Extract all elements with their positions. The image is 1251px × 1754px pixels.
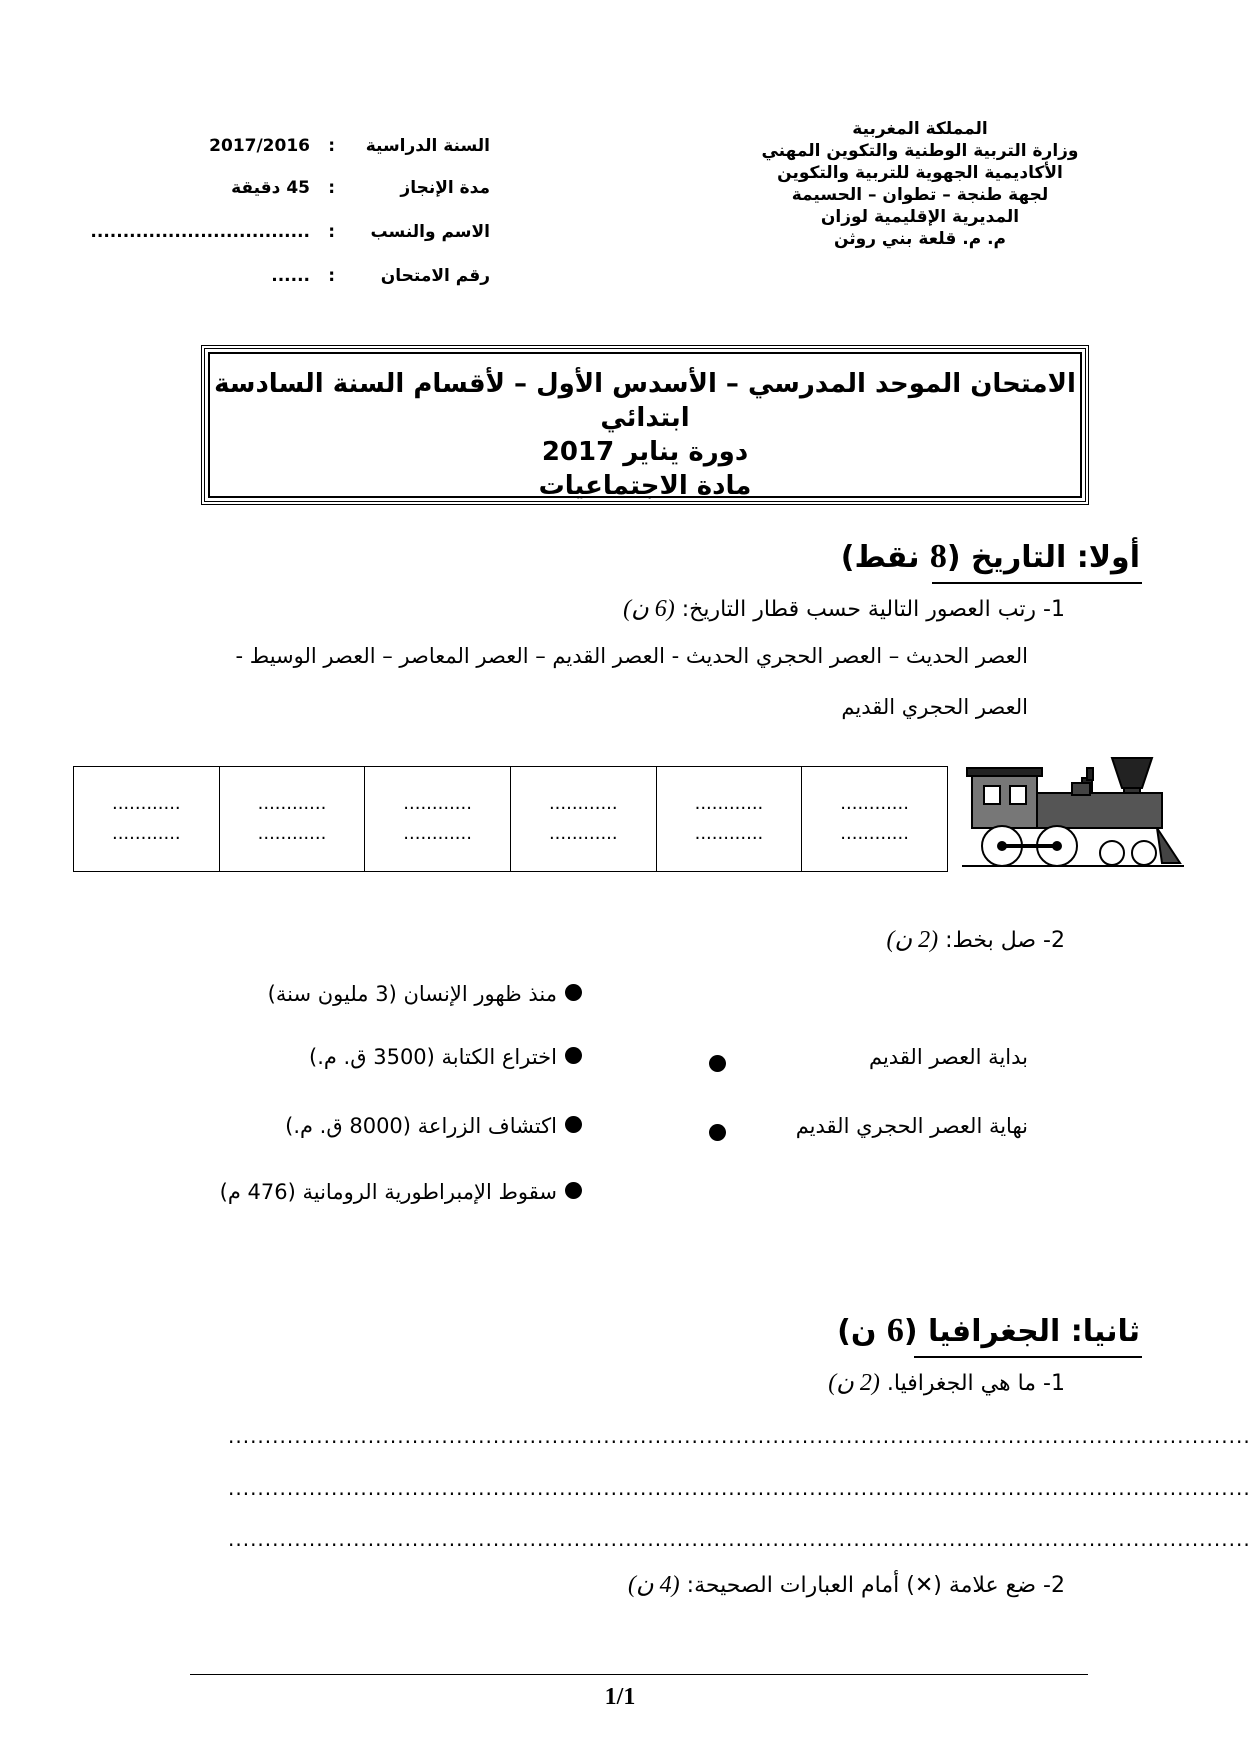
question-text: 1- رتب العصور التالية حسب قطار التاريخ: bbox=[681, 597, 1065, 622]
table-cell[interactable] bbox=[365, 767, 511, 872]
meta-sep: : bbox=[328, 178, 335, 198]
cell-dots: ............ bbox=[840, 823, 909, 844]
eras-answer-table bbox=[73, 766, 948, 872]
cell-dots: ............ bbox=[694, 793, 764, 814]
match-right-item[interactable] bbox=[285, 1114, 582, 1138]
meta-name-value[interactable]: .................................. bbox=[90, 222, 310, 242]
section-underline bbox=[914, 1356, 1142, 1358]
exam-meta bbox=[90, 130, 490, 290]
question-points: (6 ن) bbox=[623, 596, 675, 622]
meta-year-label: السنة الدراسية bbox=[365, 136, 490, 156]
question-points: (2 ن) bbox=[886, 927, 939, 953]
header-line: المملكة المغربية bbox=[852, 119, 988, 139]
header-institution bbox=[740, 118, 1100, 250]
meta-sep: : bbox=[328, 266, 335, 286]
footer-divider bbox=[190, 1674, 1088, 1675]
section-title-end: ن) bbox=[837, 1314, 887, 1349]
match-right-dot[interactable] bbox=[565, 1047, 582, 1064]
table-cell[interactable] bbox=[656, 767, 802, 872]
table-cell[interactable] bbox=[802, 767, 948, 872]
geography-q2 bbox=[628, 1570, 1065, 1599]
match-right-label: سقوط الإمبراطورية الرومانية (476 م) bbox=[219, 1180, 557, 1204]
table-cell[interactable] bbox=[510, 767, 656, 872]
cell-dots: ............ bbox=[548, 823, 618, 844]
meta-number-value[interactable]: ...... bbox=[271, 266, 310, 286]
eras-list-line2: العصر الحجري القديم bbox=[841, 695, 1028, 719]
section-title-text: ثانيا: الجغرافيا ( bbox=[903, 1314, 1140, 1349]
header-line: م. م. قلعة بني روثن bbox=[833, 229, 1007, 249]
section-points: 8 bbox=[929, 538, 947, 575]
header-line: لجهة طنجة – تطوان – الحسيمة bbox=[791, 185, 1049, 205]
table-cell[interactable] bbox=[74, 767, 220, 872]
match-right-label: اختراع الكتابة (3500 ق. م.) bbox=[309, 1045, 557, 1069]
header-line: الأكاديمية الجهوية للتربية والتكوين bbox=[777, 163, 1063, 183]
section-points: 6 bbox=[886, 1312, 904, 1349]
meta-year-value: 2017/2016 bbox=[209, 136, 310, 156]
cell-dots: ............ bbox=[840, 793, 909, 814]
exam-title-line2: دورة يناير 2017 bbox=[541, 437, 749, 467]
answer-line[interactable]: ........................................................................................................................................... bbox=[228, 1476, 1251, 1500]
match-right-dot[interactable] bbox=[565, 984, 582, 1001]
question-text: 2- صل بخط: bbox=[945, 928, 1065, 953]
cell-dots: ............ bbox=[257, 793, 327, 814]
meta-number-label: رقم الامتحان bbox=[380, 266, 490, 286]
match-right-label: منذ ظهور الإنسان (3 مليون سنة) bbox=[267, 982, 557, 1006]
match-right-item[interactable] bbox=[268, 982, 582, 1006]
table-cell[interactable] bbox=[219, 767, 365, 872]
header-line: وزارة التربية الوطنية والتكوين المهني bbox=[761, 141, 1079, 161]
train-locomotive-icon bbox=[962, 748, 1184, 870]
match-right-item[interactable] bbox=[220, 1180, 582, 1204]
question-text: 1- ما هي الجغرافيا. bbox=[886, 1371, 1065, 1396]
page-number: 1/1 bbox=[604, 1684, 636, 1710]
exam-title-line3: مادة الاجتماعيات bbox=[538, 471, 752, 501]
answer-line[interactable]: ........................................................................................................................................... bbox=[228, 1527, 1251, 1551]
match-left-item: نهاية العصر الحجري القديم bbox=[795, 1114, 1028, 1138]
x-mark-icon: ✕ bbox=[914, 1573, 934, 1598]
cell-dots: ............ bbox=[257, 823, 327, 844]
match-right-dot[interactable] bbox=[565, 1116, 582, 1133]
section-title-end: نقط) bbox=[840, 540, 930, 575]
question-points: (4 ن) bbox=[628, 1572, 680, 1598]
eras-list-line1: العصر الحديث – العصر الحجري الحديث - العصر القديم – العصر المعاصر – العصر الوسيط - bbox=[235, 644, 1028, 668]
section-history-title bbox=[841, 538, 1140, 576]
meta-sep: : bbox=[328, 222, 335, 242]
table-row bbox=[74, 767, 948, 872]
section-title-text: أولا: التاريخ ( bbox=[946, 540, 1140, 575]
cell-dots: ............ bbox=[403, 823, 472, 844]
match-left-dot[interactable] bbox=[709, 1055, 726, 1072]
question-points: (2 ن) bbox=[828, 1370, 880, 1396]
section-underline bbox=[932, 582, 1142, 584]
cell-dots: ............ bbox=[694, 823, 764, 844]
exam-title-line1: الامتحان الموحد المدرسي – الأسدس الأول – لأقسام السنة السادسة ابتدائي bbox=[214, 369, 1076, 433]
meta-sep: : bbox=[328, 136, 335, 156]
cell-dots: ............ bbox=[111, 823, 181, 844]
match-left-dot[interactable] bbox=[709, 1124, 726, 1141]
match-right-dot[interactable] bbox=[565, 1182, 582, 1199]
match-left-item: بداية العصر القديم bbox=[868, 1045, 1028, 1069]
cell-dots: ............ bbox=[111, 793, 181, 814]
meta-duration-label: مدة الإنجاز bbox=[400, 178, 490, 198]
header-line: المديرية الإقليمية لوزان bbox=[820, 207, 1020, 227]
meta-duration-value: 45 دقيقة bbox=[231, 178, 310, 198]
exam-title-box bbox=[201, 345, 1089, 505]
meta-name-label: الاسم والنسب bbox=[370, 222, 490, 242]
geography-q1 bbox=[828, 1368, 1065, 1397]
cell-dots: ............ bbox=[403, 793, 472, 814]
question-text: 2- ضع علامة ( bbox=[933, 1573, 1065, 1598]
question-text: ) أمام العبارات الصحيحة: bbox=[686, 1573, 915, 1598]
section-geography-title bbox=[837, 1312, 1140, 1350]
history-q2 bbox=[886, 925, 1065, 954]
match-right-label: اكتشاف الزراعة (8000 ق. م.) bbox=[285, 1114, 557, 1138]
answer-line[interactable]: ........................................................................................................................................... bbox=[228, 1424, 1251, 1448]
cell-dots: ............ bbox=[548, 793, 618, 814]
match-right-item[interactable] bbox=[309, 1045, 582, 1069]
history-q1 bbox=[623, 594, 1065, 623]
